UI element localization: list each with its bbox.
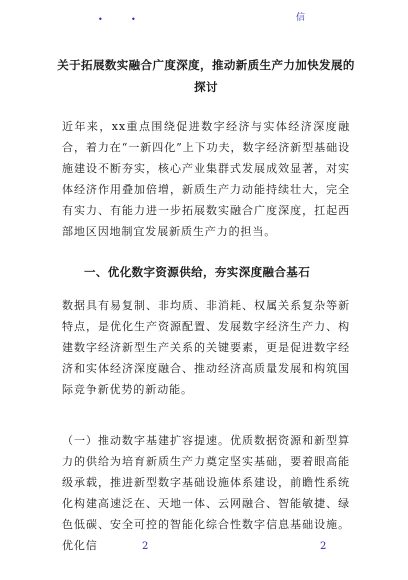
paragraph-intro: 近年来，xx重点围绕促进数字经济与实体经济深度融合，着力在“一新四化”上下功夫，数字经济新型基础设施建设不断夯实，核心产业集群式发展成效显著，对实体经济作用叠加倍增，新质生产力动能持续壮大，完全有实力、有能力进一步拓展数实融合广度深度，扛起西部地区因地制宜发展新质生产力的担当。 — [62, 120, 350, 238]
header-char-mark: 信 — [296, 13, 306, 23]
page-number: 2 — [320, 541, 327, 552]
paragraph-body: 数据具有易复制、非均质、非消耗、权属关系复杂等新特点，是优化生产资源配置、发展数字经济生产力、构建数字经济新型生产关系的关键要素，更是促进数字经济和实体经济深度融合、推动经济高质量发展和构筑国际竞争新优势的新动能。 — [62, 299, 350, 396]
header-dot-mark: • — [131, 15, 136, 24]
document-title: 关于拓展数实融合广度深度，推动新质生产力加快发展的探讨 — [57, 58, 355, 94]
header-dot-mark: • — [98, 15, 103, 24]
page-header — [0, 14, 408, 30]
paragraph-body: （一）推动数字基建扩容提速。优质数据资源和新型算力的供给为培育新质生产力奠定坚实基础，要着眼高能级承载，推进新型数字基础设施体系建设，前瞻性系统化构建高速泛在、天地一体、云网融合、智能敏捷、绿色低碳、安全可控的智能化综合性数字信息基础设施。优化信 — [62, 434, 350, 552]
page-number: 2 — [142, 541, 149, 552]
section-heading: 一、优化数字资源供给，夯实深度融合基石 — [84, 265, 311, 279]
